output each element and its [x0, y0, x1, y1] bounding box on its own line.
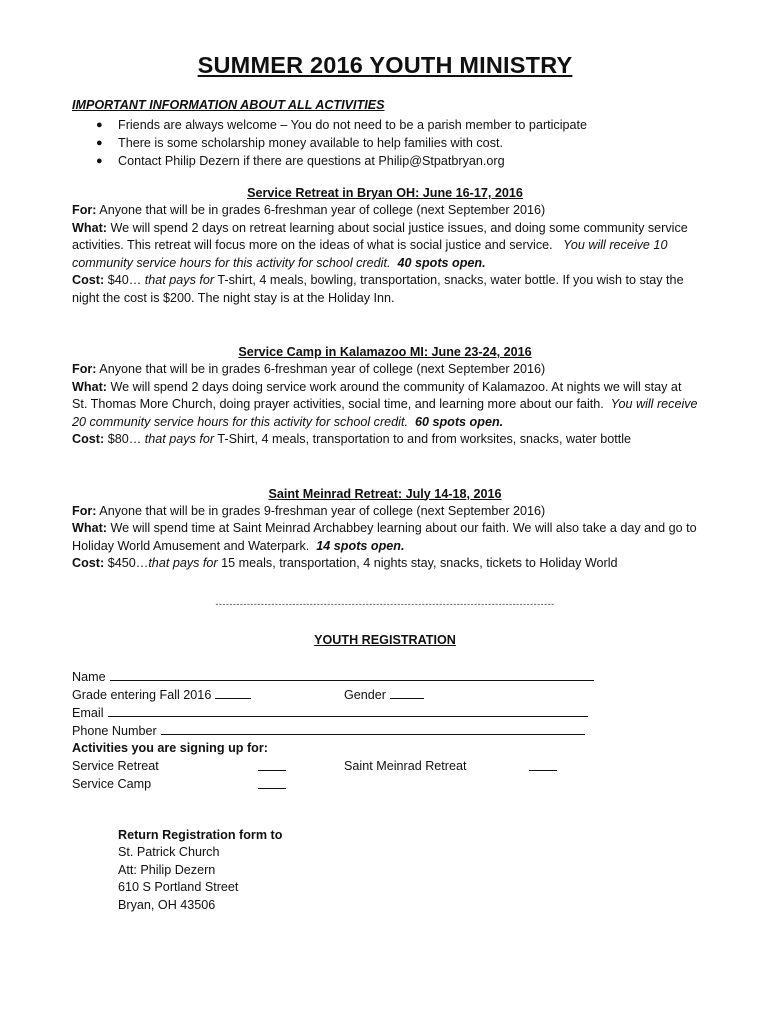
service-camp-label: Service Camp — [72, 776, 152, 791]
name-row — [72, 667, 698, 685]
gender-field[interactable] — [390, 685, 424, 699]
event-service-camp — [72, 343, 698, 449]
spots-open: 40 spots open. — [397, 255, 486, 270]
return-address — [118, 827, 698, 915]
return-heading: Return Registration form to — [118, 827, 283, 842]
address-line: Bryan, OH 43506 — [118, 897, 216, 912]
section-divider: ------------------------------------------------------------------------------------------------- — [215, 598, 555, 609]
activities-label: Activities you are signing up for: — [72, 740, 268, 755]
grade-gender-row — [72, 685, 698, 703]
event-cost: Cost: $40… that pays for T-shirt, 4 meals, bowling, transportation, snacks, water bottle. If you wish to stay the night the cost is $200. The night stay is at the Holiday Inn. — [72, 273, 684, 305]
page-title: SUMMER 2016 YOUTH MINISTRY — [197, 52, 573, 78]
list-item: ● There is some scholarship money available to help families with cost. — [96, 136, 503, 150]
event-for: For: Anyone that will be in grades 6-freshman year of college (next September 2016) — [72, 362, 546, 376]
gender-label: Gender — [344, 687, 387, 702]
event-title: Service Retreat in Bryan OH: June 16-17, 2016 — [247, 186, 523, 200]
name-field[interactable] — [110, 667, 594, 681]
address-line: Att: Philip Dezern — [118, 862, 216, 877]
email-label: Email — [72, 705, 104, 720]
bullet-icon: ● — [96, 137, 103, 149]
grade-field[interactable] — [215, 685, 251, 699]
event-title: Service Camp in Kalamazoo MI: June 23-24, 2016 — [238, 345, 532, 359]
address-line: St. Patrick Church — [118, 845, 220, 859]
name-label: Name — [72, 669, 106, 684]
email-row — [72, 703, 698, 721]
activities-row-2 — [72, 775, 698, 793]
spots-open: 14 spots open. — [316, 538, 405, 553]
important-info-section — [72, 97, 698, 170]
address-line: 610 S Portland Street — [118, 880, 239, 894]
gender-group — [344, 685, 424, 704]
phone-field[interactable] — [161, 721, 585, 735]
saint-meinrad-checkbox[interactable] — [529, 757, 557, 771]
event-cost: Cost: $80… that pays for T-Shirt, 4 meals, transportation to and from worksites, snacks, water bottle — [72, 432, 632, 446]
important-info-heading: IMPORTANT INFORMATION ABOUT ALL ACTIVITIES — [72, 98, 385, 112]
saint-meinrad-label: Saint Meinrad Retreat — [344, 758, 467, 773]
event-service-retreat — [72, 184, 698, 307]
event-for: For: Anyone that will be in grades 9-freshman year of college (next September 2016) — [72, 503, 546, 518]
event-cost: Cost: $450…that pays for 15 meals, transportation, 4 nights stay, snacks, tickets to Holiday World — [72, 556, 618, 570]
registration-title: YOUTH REGISTRATION — [314, 632, 456, 647]
email-field[interactable] — [108, 703, 588, 717]
grade-label: Grade entering Fall 2016 — [72, 687, 212, 702]
service-retreat-label: Service Retreat — [72, 758, 159, 773]
event-title: Saint Meinrad Retreat: July 14-18, 2016 — [268, 486, 502, 501]
event-saint-meinrad-retreat — [72, 485, 698, 573]
phone-label: Phone Number — [72, 723, 157, 738]
activities-row-1 — [72, 757, 698, 775]
event-what: What: We will spend 2 days doing service work around the community of Kalamazoo. At nights we will stay at St. Thomas More Church, doing prayer activities, social time, and learning more about our faith. You will receive 20 community service hours for this activity for school credit. 60 spots open. — [72, 379, 698, 429]
service-retreat-checkbox[interactable] — [258, 757, 286, 771]
list-item: ● Contact Philip Dezern if there are questions at Philip@Stpatbryan.org — [96, 154, 505, 168]
phone-row — [72, 721, 698, 739]
event-what: What: We will spend time at Saint Meinrad Archabbey learning about our faith. We will also take a day and go to Holiday World Amusement and Waterpark. 14 spots open. — [72, 521, 697, 553]
bullet-icon: ● — [96, 119, 103, 131]
event-for: For: Anyone that will be in grades 6-freshman year of college (next September 2016) — [72, 203, 546, 217]
list-item: ● Friends are always welcome – You do not need to be a parish member to participate — [96, 118, 588, 132]
registration-form — [72, 667, 698, 793]
spots-open: 60 spots open. — [414, 414, 504, 429]
bullet-icon: ● — [96, 155, 103, 167]
document-page — [72, 52, 698, 914]
important-info-list — [72, 116, 698, 170]
event-what: What: We will spend 2 days on retreat learning about social justice issues, and doing some community service activities. This retreat will focus more on the ideas of what is social justice and service. You will receive 10 community service hours for this activity for school credit. 40 spots open. — [72, 220, 688, 270]
service-camp-checkbox[interactable] — [258, 775, 286, 789]
